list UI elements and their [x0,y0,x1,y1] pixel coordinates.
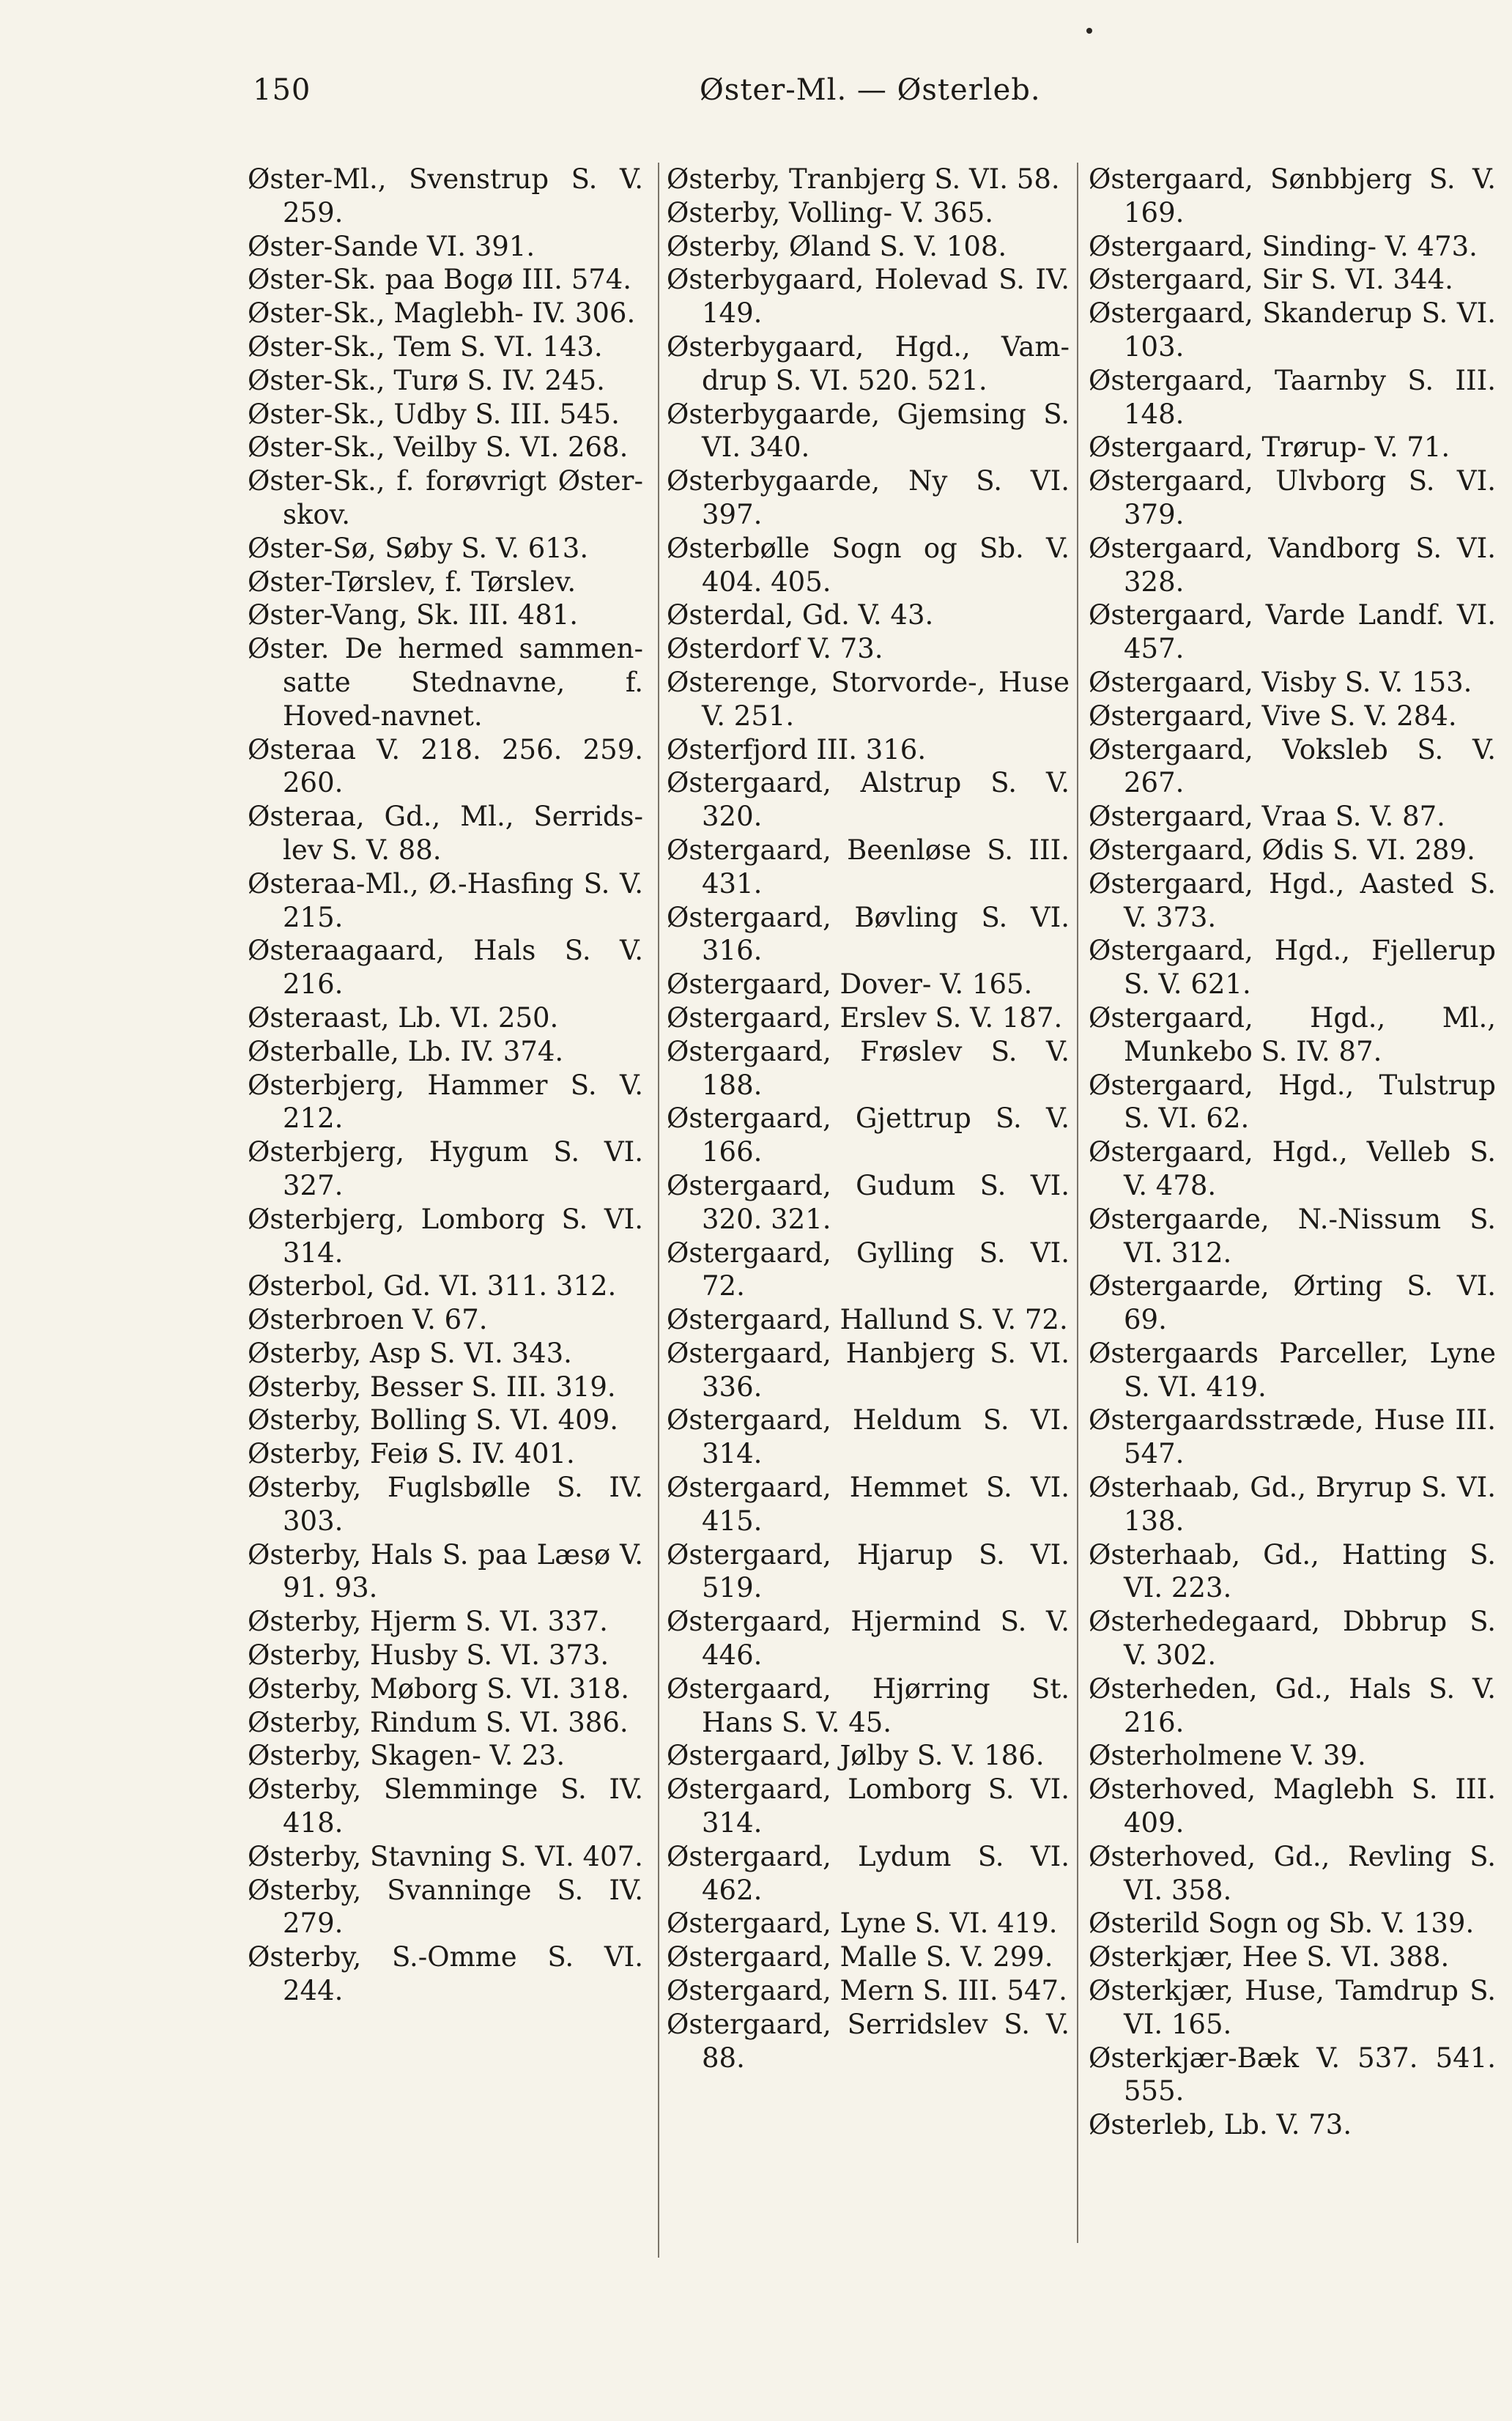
index-entry: Østerhoved, Maglebh S. III. 409. [1089,1773,1496,1839]
index-entry: Østerbølle Sogn og Sb. V. 404. 405. [667,532,1070,598]
index-entry: Østergaard, Sinding- V. 473. [1089,230,1478,262]
index-entry: Østerkjær, Hee S. VI. 388. [1089,1941,1450,1973]
index-entry: Østerby, Møborg S. VI. 318. [248,1672,630,1705]
index-entry: Østerhaab, Gd., Bryrup S. VI. 138. [1089,1472,1496,1537]
index-entry: Østergaard, Lyne S. VI. 419. [667,1907,1058,1940]
index-entry: Østergaardsstræde, Huse III. 547. [1089,1404,1496,1470]
index-entry: Østergaard, Lomborg S. VI. 314. [667,1773,1070,1839]
index-entry: Østerby, Hals S. paa Læsø V. 91. 93. [248,1538,643,1604]
index-entry: Østerby, Svanninge S. IV. 279. [248,1874,643,1940]
index-column-3 [1089,163,1496,2397]
index-entry: Østergaard, Hgd., Aasted S. V. 373. [1089,867,1496,933]
index-entry: Østerballe, Lb. IV. 374. [248,1035,564,1067]
index-entry: Øster-Tørslev, f. Tørslev. [248,566,577,598]
index-entry: Østerhoved, Gd., Revling S. VI. 358. [1089,1840,1496,1906]
index-entry: Øster-Vang, Sk. III. 481. [248,599,579,631]
index-entry: Østergaard, Hgd., Ml., Munkebo S. IV. 87. [1089,1001,1496,1067]
index-entry: Østergaard, Hallund S. V. 72. [667,1304,1068,1336]
index-entry: Østeraa-Ml., Ø.-Hasfing S. V. 215. [248,867,643,933]
index-entry: Øster-Sk., Turø S. IV. 245. [248,364,605,396]
index-entry: Østergaard, Taarnby S. III. 148. [1089,364,1496,430]
index-entry: Østerholmene V. 39. [1089,1740,1366,1772]
index-entry: Østerby, Hjerm S. VI. 337. [248,1606,608,1638]
index-entry: Østergaard, Vandborg S. VI. 328. [1089,532,1496,598]
index-entry: Østergaard, Dover- V. 165. [667,968,1033,1001]
index-entry: Østerbjerg, Hygum S. VI. 327. [248,1136,643,1201]
index-entry: Østergaard, Ulvborg S. VI. 379. [1089,465,1496,530]
index-entry: Østeraa, Gd., Ml., Serrids-lev S. V. 88. [248,801,643,866]
index-entry: Østerbygaard, Holevad S. IV. 149. [667,264,1070,330]
index-entry: Østerby, Rindum S. VI. 386. [248,1706,629,1738]
index-entry: Østergaard, Gjettrup S. V. 166. [667,1102,1070,1168]
index-entry: Østerby, Øland S. V. 108. [667,230,1007,262]
index-entry: Øster-Sande VI. 391. [248,230,536,262]
index-entry: Østergaard, Hjarup S. VI. 519. [667,1538,1070,1604]
index-entry: Østergaard, Serridslev S. V. 88. [667,2008,1070,2074]
index-entry: Østergaard, Hgd., Velleb S. V. 478. [1089,1136,1496,1201]
index-entry: Østergaard, Hgd., Fjellerup S. V. 621. [1089,935,1496,1001]
index-entry: Østerby, Volling- V. 365. [667,196,994,229]
index-entry: Østerby, Besser S. III. 319. [248,1371,616,1403]
index-entry: Østergaard, Ødis S. VI. 289. [1089,834,1475,866]
index-entry: Øster-Sk., Tem S. VI. 143. [248,330,603,363]
index-entry: Østerkjær, Huse, Tamdrup S. VI. 165. [1089,1975,1496,2040]
index-entry: Østergaard, Frøslev S. V. 188. [667,1035,1070,1101]
ink-speck [1086,28,1092,34]
page-header [253,73,1278,117]
index-entry: Øster-Sk. paa Bogø III. 574. [248,264,632,296]
index-entry: Østergaard, Vraa S. V. 87. [1089,801,1445,833]
index-entry: Østerby, Stavning S. VI. 407. [248,1840,643,1872]
index-entry: Østergaard, Malle S. V. 299. [667,1941,1053,1973]
index-entry: Øster-Sø, Søby S. V. 613. [248,532,589,564]
page-number: 150 [253,73,311,107]
index-entry: Østergaard, Hjermind S. V. 446. [667,1606,1070,1672]
index-entry: Østergaard, Trørup- V. 71. [1089,431,1450,464]
index-entry: Østergaard, Gudum S. VI. 320. 321. [667,1169,1070,1235]
index-entry: Østerbjerg, Hammer S. V. 212. [248,1069,643,1135]
index-entry: Østerdorf V. 73. [667,633,883,665]
index-entry: Østerfjord III. 316. [667,733,927,765]
index-entry: Østergaard, Bøvling S. VI. 316. [667,901,1070,967]
index-entry: Østergaard, Hgd., Tulstrup S. VI. 62. [1089,1069,1496,1135]
index-entry: Østerbygaarde, Gjemsing S. VI. 340. [667,398,1070,464]
index-entry: Østergaard, Jølby S. V. 186. [667,1740,1045,1772]
index-entry: Østerild Sogn og Sb. V. 139. [1089,1907,1475,1940]
index-entry: Østerby, Husby S. VI. 373. [248,1639,609,1672]
index-entry: Østergaard, Beenløse S. III. 431. [667,834,1070,900]
index-entry: Østergaard, Hjørring St. Hans S. V. 45. [667,1672,1070,1738]
index-entry: Østerby, Feiø S. IV. 401. [248,1438,575,1470]
index-entry: Østerby, Asp S. VI. 343. [248,1337,572,1369]
index-entry: Østerdal, Gd. V. 43. [667,599,934,631]
index-entry: Øster-Sk., f. forøvrigt Øster-skov. [248,465,643,530]
index-entry: Østerleb, Lb. V. 73. [1089,2109,1352,2141]
index-entry: Østerbygaarde, Ny S. VI. 397. [667,465,1070,530]
running-head: Øster-Ml. — Østerleb. [700,73,1041,107]
index-column-1 [248,163,643,2397]
index-entry: Øster-Sk., Udby S. III. 545. [248,398,620,430]
index-entry: Østergaarde, N.-Nissum S. VI. 312. [1089,1203,1496,1269]
index-entry: Østerhaab, Gd., Hatting S. VI. 223. [1089,1538,1496,1604]
index-entry: Østerby, Slemminge S. IV. 418. [248,1773,643,1839]
index-entry: Østergaard, Visby S. V. 153. [1089,666,1472,698]
index-entry: Østerbygaard, Hgd., Vam-drup S. VI. 520. 521. [667,330,1070,396]
index-entry: Østergaards Parceller, Lyne S. VI. 419. [1089,1337,1496,1403]
index-entry: Østerby, Tranbjerg S. VI. 58. [667,163,1060,195]
index-entry: Østergaard, Lydum S. VI. 462. [667,1840,1070,1906]
index-entry: Østeraagaard, Hals S. V. 216. [248,935,643,1001]
index-entry: Østergaard, Varde Landf. VI. 457. [1089,599,1496,665]
index-entry: Øster-Sk., Veilby S. VI. 268. [248,431,629,464]
index-entry: Østerkjær-Bæk V. 537. 541. 555. [1089,2042,1496,2107]
index-entry: Østergaard, Hemmet S. VI. 415. [667,1472,1070,1537]
index-entry: Østerheden, Gd., Hals S. V. 216. [1089,1672,1496,1738]
index-entry: Østerbjerg, Lomborg S. VI. 314. [248,1203,643,1269]
index-entry: Østergaard, Sir S. VI. 344. [1089,264,1453,296]
index-entry: Østeraast, Lb. VI. 250. [248,1001,559,1034]
index-entry: Østergaard, Erslev S. V. 187. [667,1001,1063,1034]
index-columns [248,163,1496,2397]
index-entry: Øster-Ml., Svenstrup S. V. 259. [248,163,643,229]
index-entry: Østergaard, Mern S. III. 547. [667,1975,1067,2007]
index-entry: Østergaard, Sønbbjerg S. V. 169. [1089,163,1496,229]
index-entry: Østergaard, Alstrup S. V. 320. [667,767,1070,833]
index-entry: Østerenge, Storvorde-, Huse V. 251. [667,666,1070,732]
index-entry: Østerby, Skagen- V. 23. [248,1740,566,1772]
index-entry: Øster-Sk., Maglebh- IV. 306. [248,297,636,330]
index-entry: Østerbroen V. 67. [248,1304,488,1336]
index-entry: Østergaard, Hanbjerg S. VI. 336. [667,1337,1070,1403]
index-entry: Østerby, Bolling S. VI. 409. [248,1404,619,1436]
index-entry: Østergaard, Heldum S. VI. 314. [667,1404,1070,1470]
index-column-2 [667,163,1070,2397]
index-entry: Østergaard, Gylling S. VI. 72. [667,1237,1070,1302]
index-entry: Østerby, Fuglsbølle S. IV. 303. [248,1472,643,1537]
index-entry: Østerby, S.-Omme S. VI. 244. [248,1941,643,2007]
index-entry: Østerhedegaard, Dbbrup S. V. 302. [1089,1606,1496,1672]
index-entry: Østergaard, Voksleb S. V. 267. [1089,733,1496,799]
index-entry: Østeraa V. 218. 256. 259. 260. [248,733,643,799]
index-entry: Østergaard, Skanderup S. VI. 103. [1089,297,1496,363]
index-entry: Østerbol, Gd. VI. 311. 312. [248,1270,617,1302]
index-entry: Østergaard, Vive S. V. 284. [1089,700,1457,732]
index-entry: Østergaarde, Ørting S. VI. 69. [1089,1270,1496,1336]
index-entry: Øster. De hermed sammen-satte Stednavne, f. Hoved-navnet. [248,633,643,732]
